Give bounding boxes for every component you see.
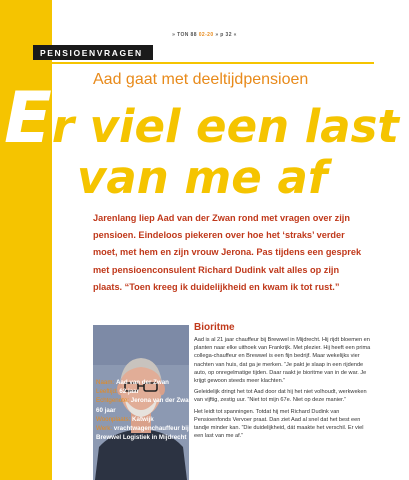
portrait-caption [96, 378, 196, 442]
caption-key: Woonplaats: [96, 415, 131, 423]
headline-line-1-rest: r viel een last [51, 100, 399, 153]
caption-row-residence [96, 415, 196, 424]
section-divider [52, 62, 374, 64]
yellow-side-bar [0, 0, 52, 480]
caption-key: Naam: [96, 379, 115, 386]
article-heading: Bioritme [194, 322, 235, 333]
headline-line-2: van me af [77, 151, 328, 204]
article-subtitle: Aad gaat met deeltijdpensioen [93, 71, 309, 88]
caption-value: Aad van der Zwan [115, 379, 169, 386]
intro-paragraph: Jarenlang liep Aad van der Zwan rond met vragen over zijn pensioen. Eindeloos piekeren over hoe het ‘straks’ verder moet, met hem en zijn vrouw Jerona. Pas tijdens een gesprek met pensioenconsulent Richard Dudink valt alles op zijn plaats. “Toen kreeg ik duidelijkheid en kwam ik tot rust.” [93, 213, 362, 292]
caption-row-age [96, 387, 196, 396]
caption-key: Echtgenote: [96, 397, 130, 405]
caption-value: Katwijk [132, 415, 154, 423]
caption-value: vrachtwagenchauffeur bij Brewwel Logistiek in Mijdrecht [96, 425, 189, 442]
caption-key: Leeftijd: [96, 388, 118, 396]
running-head-range: 02-20 [198, 32, 214, 38]
article-body [194, 322, 374, 443]
headline-initial: E [4, 77, 52, 159]
caption-row-work [96, 424, 196, 442]
article-paragraph: Aad is al 21 jaar chauffeur bij Brewwel in Mijdrecht. Hij rijdt bloemen en planten naar elke uithoek van Frankrijk. Met plezier. Hij heeft een prima collega-chauffeur en Brewwel is een fijn bedrijf. Maar wekelijks vier nachten van huis, dat ga je merken. “Je pakt je slaap in een rijdende auto, op onregelmatige tijden. Daar raakt je bioritme van in de war. Je krijgt gewoon steeds meer klachten.” [194, 337, 371, 385]
caption-row-name [96, 378, 196, 387]
article-paragraph: Het leidt tot spanningen. Totdat hij met Richard Dudink van Pensioenfonds Vervoer praat. Dan ziet Aad al snel dat het best een tandje minder kan. “Die duidelijkheid, dát maakte het verschil. Er viel een last van me af.” [194, 408, 364, 440]
section-tab: PENSIOENVRAGEN [33, 45, 153, 60]
running-head-suffix: » p 32 « [215, 32, 237, 38]
running-head-prefix: » TON 88 [172, 32, 197, 38]
article-paragraph: Geleidelijk dringt het tot Aad door dat hij het niet volhoudt, werkweken van vijftig, zestig uur. “Niet tot mijn 67e. Niet op deze manier.” [194, 389, 367, 404]
running-head [0, 32, 409, 38]
caption-value: Jerona van der Zwan, 60 jaar [96, 397, 195, 414]
caption-value: 62 jaar [119, 388, 140, 396]
caption-key: Werk: [96, 425, 113, 433]
caption-row-spouse [96, 396, 196, 414]
